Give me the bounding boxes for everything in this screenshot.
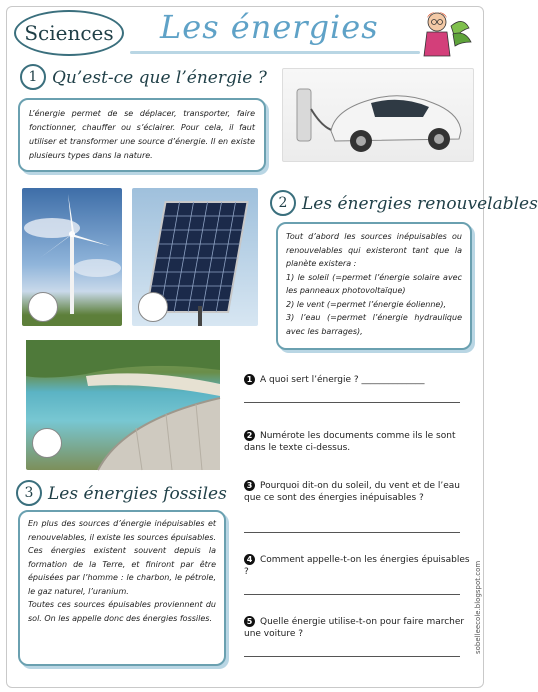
question-1-number: 1 (244, 374, 255, 385)
section-3-text-2: Toutes ces sources épuisables proviennent du sol. On les appelle donc des énergies fossiles. (28, 600, 216, 623)
section-2-number: 2 (270, 190, 296, 216)
section-3-title: Les énergies fossiles (48, 484, 227, 504)
question-5-text: Quelle énergie utilise-t-on pour faire marcher une voiture ? (244, 617, 465, 639)
section-2-item-1: 1) le soleil (=permet l’énergie solaire avec les panneaux photovoltaïque) (286, 272, 462, 295)
section-3-text: En plus des sources d’énergie inépuisables et renouvelables, il existe les sources épuisables. Ces énergies existent souvent depuis la formation de la Terre, et finiront par être épuisées par l’homme : le charbon, le pétrole, le gaz naturel, l’uranium. (28, 519, 216, 596)
subject-badge: Sciences (14, 10, 124, 56)
electric-car-icon (283, 69, 475, 163)
section-2-title: Les énergies renouvelables (302, 194, 538, 214)
section-1-card (18, 98, 266, 172)
section-2-card (276, 222, 472, 350)
electric-car-photo (282, 68, 474, 162)
question-3-text: Pourquoi dit-on du soleil, du vent et de l’eau que ce sont des énergies inépuisables ? (244, 481, 460, 503)
question-3 (244, 480, 470, 504)
section-3-card (18, 510, 226, 666)
document-number-circle-1[interactable] (28, 292, 58, 322)
section-2-item-3: 3) l’eau (=permet l’énergie hydraulique avec les barrages), (286, 313, 462, 336)
document-number-circle-2[interactable] (138, 292, 168, 322)
header (10, 8, 480, 58)
section-2-text: Tout d’abord les sources inépuisables ou renouvelables qui existeront tant que la planète existera : (286, 232, 462, 268)
teacher-mascot-icon (415, 8, 475, 58)
section-1-title: Qu’est-ce que l’énergie ? (52, 68, 267, 88)
question-3-number: 3 (244, 480, 255, 491)
question-1-text: A quoi sert l’énergie ? ______________ (260, 375, 425, 385)
section-2-item-2: 2) le vent (=permet l’énergie éolienne), (286, 299, 446, 309)
section-1-number: 1 (20, 64, 46, 90)
answer-line-5[interactable] (244, 656, 460, 657)
section-3-number: 3 (16, 480, 42, 506)
answer-line-3[interactable] (244, 532, 460, 533)
question-4 (244, 554, 470, 578)
document-number-circle-3[interactable] (32, 428, 62, 458)
question-2 (244, 430, 470, 454)
answer-line-4[interactable] (244, 594, 460, 595)
question-2-number: 2 (244, 430, 255, 441)
question-2-text: Numérote les documents comme ils le sont dans le texte ci-dessus. (244, 431, 456, 453)
answer-line-1[interactable] (244, 402, 460, 403)
section-1-text: L’énergie permet de se déplacer, transporter, faire fonctionner, chauffer ou s’éclairer. Pour cela, il faut utiliser et transformer une source d’énergie. Il en existe plusieurs types dans la nature. (29, 109, 255, 160)
title-underline (130, 51, 420, 54)
question-1 (244, 374, 470, 386)
question-4-number: 4 (244, 554, 255, 565)
question-5 (244, 616, 470, 640)
credit-text: sobelleecole.blogspot.com (474, 560, 482, 654)
question-5-number: 5 (244, 616, 255, 627)
question-4-text: Comment appelle-t-on les énergies épuisables ? (244, 555, 470, 577)
page-title: Les énergies (160, 8, 379, 46)
